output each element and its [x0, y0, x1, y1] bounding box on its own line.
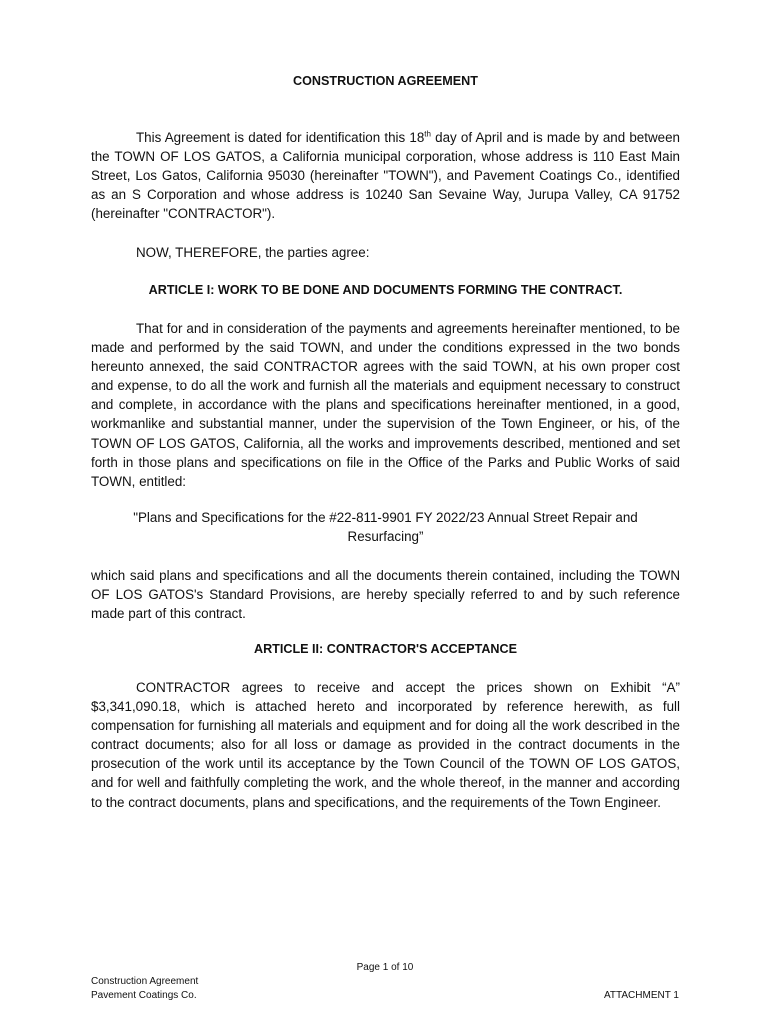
intro-superscript: th — [424, 129, 431, 139]
now-therefore-paragraph: NOW, THEREFORE, the parties agree: — [136, 245, 370, 260]
article-1-followup-paragraph: which said plans and specifications and all the documents therein contained, including the TOWN OF LOS GATOS's Standard Provisions, are hereby specially referred to and by such reference made part of this contract. — [91, 568, 680, 622]
plans-title-quote — [110, 508, 661, 546]
document-title: CONSTRUCTION AGREEMENT — [293, 74, 478, 88]
intro-text-end: day of April and is made by and between the TOWN OF LOS GATOS, a California municipal corporation, whose address is 110 East Main Street, Los Gatos, California 95030 (hereinafter "TOWN"), and Pavement Coatings Co., identified as an S Corporation and whose address is 10240 San Sevaine Way, Jurupa Valley, CA 91752 (hereinafter "CONTRACTOR"). — [91, 130, 680, 222]
plans-title-line-2: Resurfacing” — [347, 529, 424, 545]
plans-title-line-1: "Plans and Specifications for the #22-811-9901 FY 2022/23 Annual Street Repair and — [133, 510, 638, 525]
footer-left — [91, 975, 198, 1003]
footer-attachment-label: ATTACHMENT 1 — [603, 990, 679, 1001]
footer-document-name: Construction Agreement — [91, 976, 199, 987]
page-number: Page 1 of 10 — [356, 962, 414, 973]
article-2-paragraph: CONTRACTOR agrees to receive and accept the prices shown on Exhibit “A” $3,341,090.18, which is attached hereto and incorporated by reference herewith, as full compensation for furnishing all materials and equipment and for doing all the work described in the contract documents; also for all loss or damage as provided in the contract documents in the prosecution of the work until its acceptance by the Town Council of the TOWN OF LOS GATOS, and for well and faithfully completing the work, and the whole thereof, in the manner and according to the contract documents, plans and specifications, and the requirements of the Town Engineer. — [91, 680, 680, 810]
article-1-heading: ARTICLE I: WORK TO BE DONE AND DOCUMENTS FORMING THE CONTRACT. — [148, 283, 623, 297]
footer-contractor-name: Pavement Coatings Co. — [91, 990, 197, 1001]
article-2-heading: ARTICLE II: CONTRACTOR'S ACCEPTANCE — [253, 642, 518, 656]
intro-text-start: This Agreement is dated for identification this 18 — [136, 130, 425, 145]
intro-paragraph — [91, 128, 680, 223]
article-1-paragraph: That for and in consideration of the payments and agreements hereinafter mentioned, to be made and performed by the said TOWN, and under the conditions expressed in the two bonds hereunto annexed, the said CONTRACTOR agrees with the said TOWN, at his own proper cost and expense, to do all the work and furnish all the materials and equipment necessary to construct and complete, in accordance with the plans and specifications hereinafter mentioned, in a good, workmanlike and substantial manner, under the supervision of the Town Engineer, or his, of the TOWN OF LOS GATOS, California, all the works and improvements described, mentioned and set forth in those plans and specifications on file in the Office of the Parks and Public Works of said TOWN, entitled: — [91, 321, 680, 489]
